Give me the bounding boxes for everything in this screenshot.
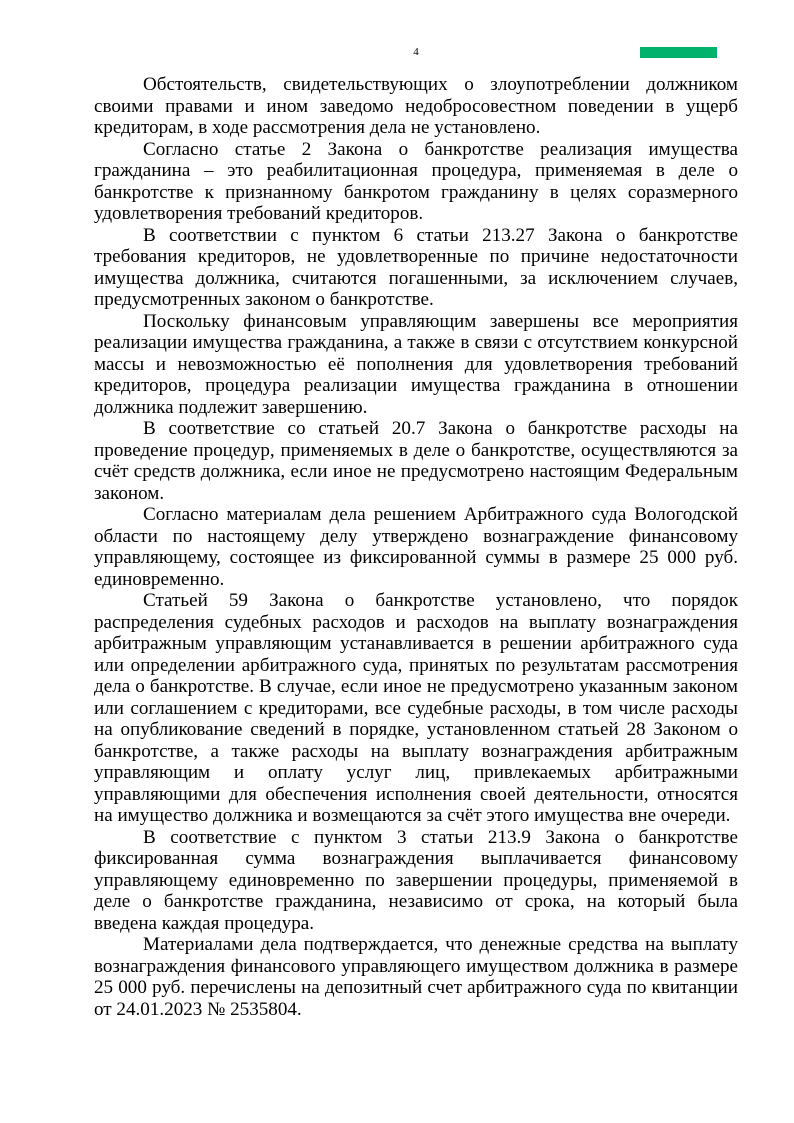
paragraph: Материалами дела подтверждается, что денежные средства на выплату вознаграждения финансового управляющего имуществом должника в размере 25 000 руб. перечислены на депозитный счет арбитражного суда по квитанции от 24.01.2023 № 2535804.: [94, 934, 738, 1020]
paragraph: В соответствие со статьей 20.7 Закона о банкротстве расходы на проведение процедур, применяемых в деле о банкротстве, осуществляются за счёт средств должника, если иное не предусмотрено настоящим Федеральным законом.: [94, 418, 738, 504]
page-number: 4: [413, 46, 419, 58]
paragraph: Согласно статье 2 Закона о банкротстве реализация имущества гражданина – это реабилитационная процедура, применяемая в деле о банкротстве к признанному банкротом гражданину в целях соразмерного удовлетворения требований кредиторов.: [94, 138, 738, 224]
document-body: [94, 74, 738, 1020]
green-marker-bar: [640, 47, 717, 58]
paragraph: Согласно материалам дела решением Арбитражного суда Вологодской области по настоящему делу утверждено вознаграждение финансовому управляющему, состоящее из фиксированной суммы в размере 25 000 руб. единовременно.: [94, 504, 738, 590]
paragraph: Обстоятельств, свидетельствующих о злоупотреблении должником своими правами и ином заведомо недобросовестном поведении в ущерб кредиторам, в ходе рассмотрения дела не установлено.: [94, 74, 738, 138]
paragraph: В соответствие с пунктом 3 статьи 213.9 Закона о банкротстве фиксированная сумма вознаграждения выплачивается финансовому управляющему единовременно по завершении процедуры, применяемой в деле о банкротстве гражданина, независимо от срока, на который была введена каждая процедура.: [94, 826, 738, 934]
paragraph: Статьей 59 Закона о банкротстве установлено, что порядок распределения судебных расходов и расходов на выплату вознаграждения арбитражным управляющим устанавливается в решении арбитражного суда или определении арбитражного суда, принятых по результатам рассмотрения дела о банкротстве. В случае, если иное не предусмотрено указанным законом или соглашением с кредиторами, все судебные расходы, в том числе расходы на опубликование сведений в порядке, установленном статьей 28 Законом о банкротстве, а также расходы на выплату вознаграждения арбитражным управляющим и оплату услуг лиц, привлекаемых арбитражными управляющими для обеспечения исполнения своей деятельности, относятся на имущество должника и возмещаются за счёт этого имущества вне очереди.: [94, 590, 738, 826]
paragraph: Поскольку финансовым управляющим завершены все мероприятия реализации имущества гражданина, а также в связи с отсутствием конкурсной массы и невозможностью её пополнения для удовлетворения требований кредиторов, процедура реализации имущества гражданина в отношении должника подлежит завершению.: [94, 310, 738, 418]
paragraph: В соответствии с пунктом 6 статьи 213.27 Закона о банкротстве требования кредиторов, не удовлетворенные по причине недостаточности имущества должника, считаются погашенными, за исключением случаев, предусмотренных законом о банкротстве.: [94, 224, 738, 310]
